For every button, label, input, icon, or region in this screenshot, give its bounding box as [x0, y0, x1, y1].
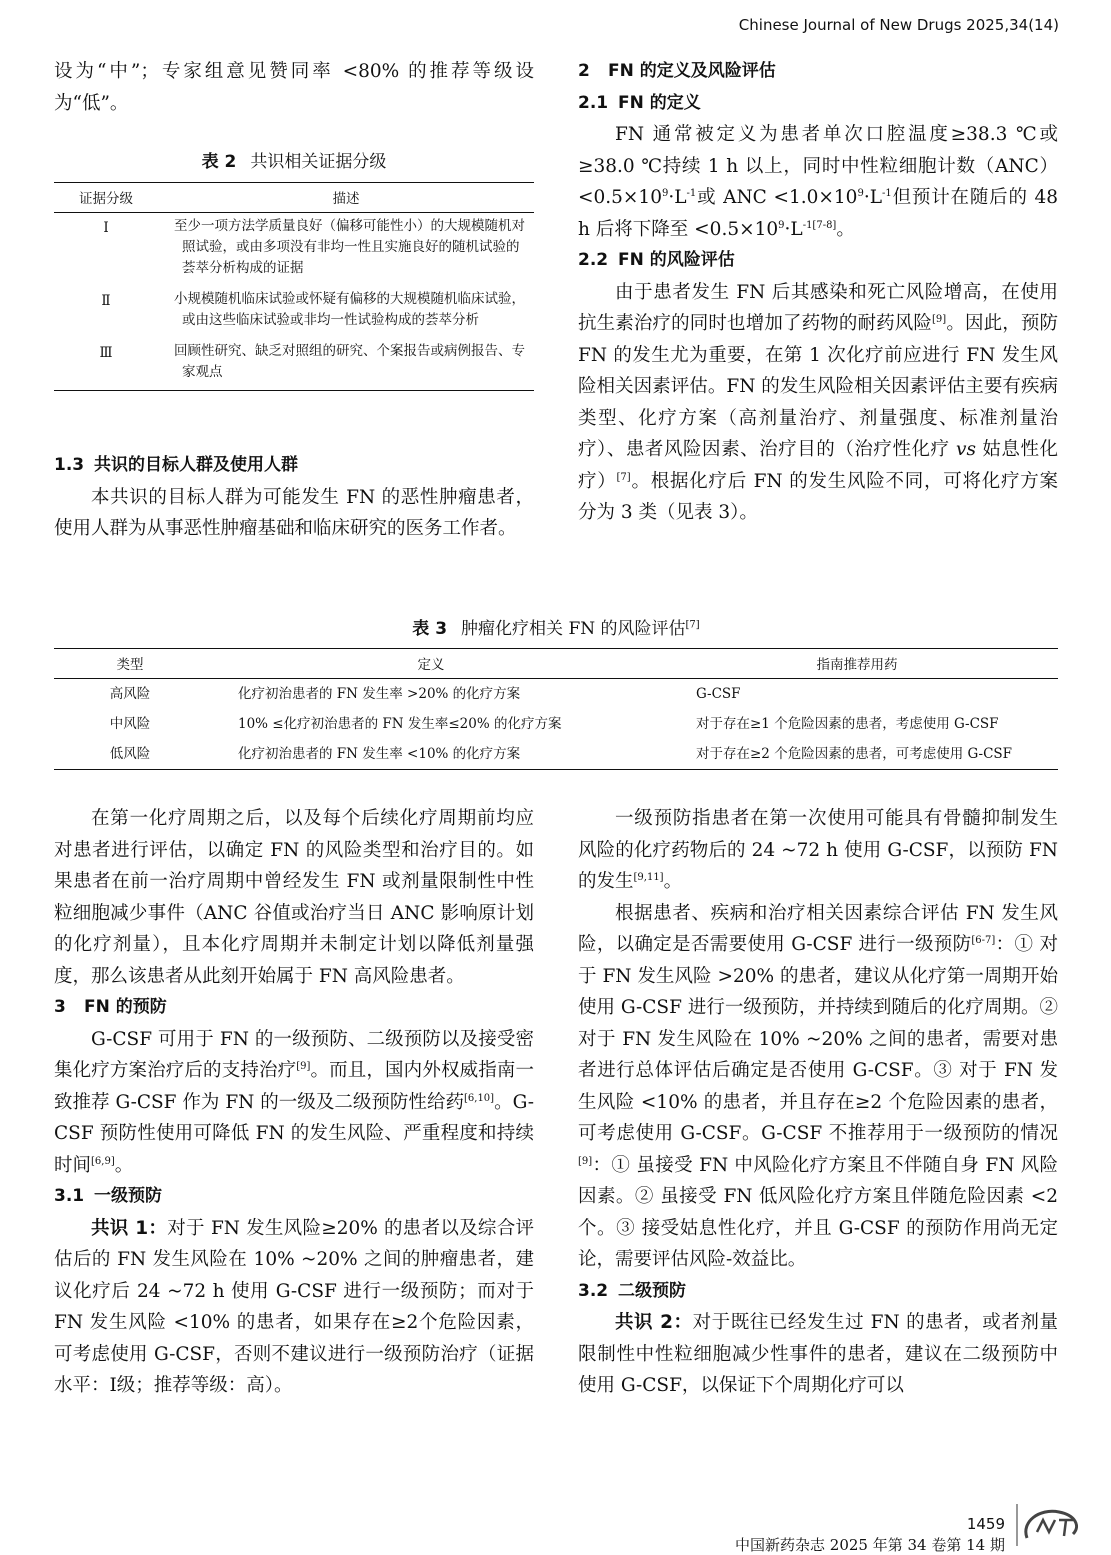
table-row — [54, 338, 534, 391]
grade-cell: Ⅲ — [54, 338, 158, 391]
left-column-bottom — [54, 803, 534, 1402]
definition-cell: 10% ≤化疗初治患者的 FN 发生率≤20% 的化疗方案 — [238, 716, 562, 732]
column-header: 描述 — [158, 183, 534, 213]
paragraph: 由于患者发生 FN 后其感染和死亡风险增高，在使用抗生素治疗的同时也增加了药物的耐药风险[9]。因此，预防 FN 的发生尤为重要，在第 1 次化疗前应进行 FN 发生风险相关因素评估。FN 的发生风险相关因素评估主要有疾病类型、化疗方案（高剂量治疗、剂量强度、标准剂量治疗）、患者风险因素、治疗目的（治疗性化疗 vs 姑息性化疗）[7]。根据化疗后 FN 的发生风险不同，可将化疗方案分为 3 类（见表 3）。 — [578, 281, 1058, 523]
paragraph: G-CSF 可用于 FN 的一级预防、二级预防以及接受密集化疗方案治疗后的支持治疗[9]。而且，国内外权威指南一致推荐 G-CSF 作为 FN 的一级及二级预防性给药[6,10]。G-CSF 预防性使用可降低 FN 的发生风险、严重程度和持续时间[6,9]。 — [54, 1028, 534, 1176]
right-column-bottom — [578, 803, 1058, 1402]
definition-cell: 化疗初治患者的 FN 发生率 >20% 的化疗方案 — [238, 686, 521, 702]
table-row — [54, 679, 1058, 710]
table3-caption-text: 肿瘤化疗相关 FN 的风险评估 — [461, 619, 686, 639]
table-row — [54, 739, 1058, 770]
footer-journal-name: 中国新药杂志 2025 年第 34 卷第 14 期 — [735, 1536, 1005, 1554]
table-row — [54, 286, 534, 338]
recommendation-cell: G-CSF — [696, 686, 741, 702]
table-row — [54, 213, 534, 287]
consensus-paragraph: 共识 2：对于既往已经发生过 FN 的患者，或者剂量限制性中性粒细胞减少性事件的患者，建议在二级预防中使用 G-CSF，以保证下个周期化疗可以 — [578, 1312, 1058, 1396]
paragraph: 根据患者、疾病和治疗相关因素综合评估 FN 发生风险，以确定是否需要使用 G-CSF 进行一级预防[6-7]：① 对于 FN 发生风险 >20% 的患者，建议从化疗第一周期开始使用 G-CSF 进行一级预防，并持续到随后的化疗周期。② 对于 FN 发生风险在 10% ~20% 之间的患者，需要对患者进行总体评估后确定是否使用 G-CSF。③ 对于 FN 发生风险 <10% 的患者，并且存在≥2 个危险因素的患者，可考虑使用 G-CSF。G-CSF 不推荐用于一级预防的情况[9]：① 虽接受 FN 中风险化疗方案且不伴随自身 FN 风险因素。② 虽接受 FN 低风险化疗方案且伴随危险因素 <2 个。③ 接受姑息性化疗，并且 G-CSF 的预防作用尚无定论，需要评估风险-效益比。 — [578, 902, 1058, 1270]
consensus-paragraph: 共识 1：对于 FN 发生风险≥20% 的患者以及综合评估后的 FN 发生风险在 10% ~20% 之间的肿瘤患者，建议化疗后 24 ~72 h 使用 G-CSF 进行一级预防；而对于 FN 发生风险 <10% 的患者，如果存在≥2个危险因素，可考虑使用 G-CSF，否则不建议进行一级预防治疗（证据水平：Ⅰ级；推荐等级：高）。 — [54, 1217, 534, 1396]
journal-header: Chinese Journal of New Drugs 2025,34(14) — [738, 16, 1059, 34]
table-header-row — [54, 183, 534, 213]
page-number: 1459 — [966, 1515, 1005, 1533]
section-heading: 1.3 共识的目标人群及使用人群 — [54, 455, 298, 475]
evidence-grade-table — [54, 182, 534, 391]
table3-caption: 表 3 肿瘤化疗相关 FN 的风险评估[7] — [412, 619, 700, 639]
description-cell: 至少一项方法学质量良好（偏移可能性小）的大规模随机对照试验，或由多项没有非均一性且实施良好的随机试验的荟萃分析构成的证据 — [174, 218, 525, 276]
table2-caption-number: 表 2 — [201, 152, 237, 172]
section-heading: 2 FN 的定义及风险评估 — [578, 61, 776, 81]
paragraph: 本共识的目标人群为可能发生 FN 的恶性肿瘤患者，使用人群为从事恶性肿瘤基础和临床研究的医务工作者。 — [54, 486, 534, 539]
section-heading: 3.1 一级预防 — [54, 1186, 162, 1206]
risk-type-cell: 中风险 — [109, 716, 151, 732]
description-cell: 小规模随机临床试验或怀疑有偏移的大规模随机临床试验，或由这些临床试验或非均一性试验构成的荟萃分析 — [174, 291, 525, 328]
paragraph: 设为“中”；专家组意见赞同率 <80% 的推荐等级设为“低”。 — [54, 61, 534, 114]
table2-caption-text: 共识相关证据分级 — [250, 152, 387, 172]
table2-caption — [54, 147, 534, 179]
right-column-top — [578, 56, 1058, 529]
section-1-3 — [54, 450, 534, 545]
recommendation-cell: 对于存在≥2 个危险因素的患者，可考虑使用 G-CSF — [656, 739, 1058, 770]
table-row — [54, 709, 1058, 739]
paragraph: 在第一化疗周期之后，以及每个后续化疗周期前均应对患者进行评估，以确定 FN 的风险类型和治疗目的。如果患者在前一治疗周期中曾经发生 FN 或剂量限制性中性粒细胞减少事件（ANC 谷值或治疗当日 ANC 影响原计划的化疗剂量），且本化疗周期并未制定计划以降低剂量强度，那么该患者从此刻开始属于 FN 高风险患者。 — [54, 808, 534, 987]
left-column-top — [54, 56, 534, 179]
table-header-row — [54, 649, 1058, 679]
section-heading: 3 FN 的预防 — [54, 997, 167, 1017]
column-header: 定义 — [206, 649, 656, 679]
column-header: 证据分级 — [54, 183, 158, 213]
description-cell: 回顾性研究、缺乏对照组的研究、个案报告或病例报告、专家观点 — [158, 338, 534, 391]
risk-type-cell: 低风险 — [54, 739, 206, 770]
paragraph: FN 通常被定义为患者单次口腔温度≥38.3 ℃或≥38.0 ℃持续 1 h 以上，同时中性粒细胞计数$(ANC)<0.5\times 10^9\cdot L^{-1}$或 ANC $<1.0\times 10^9\cdot L^{-1}$但预计在随后的 48 h 后将下降至 $<0.5\times 10^9\cdot L^{-1[7-8]}$。 — [578, 124, 1058, 240]
table3-caption-number: 表 3 — [412, 619, 448, 639]
section-heading: 2.1 FN 的定义 — [578, 92, 701, 113]
paragraph: 一级预防指患者在第一次使用可能具有骨髓抑制发生风险的化疗药物后的 24 ~72 h 使用 G-CSF，以预防 FN 的发生[9,11]。 — [578, 808, 1058, 892]
definition-cell: 化疗初治患者的 FN 发生率 <10% 的化疗方案 — [206, 739, 656, 770]
recommendation-cell: 对于存在≥1 个危险因素的患者，考虑使用 G-CSF — [696, 716, 999, 732]
column-header: 指南推荐用药 — [656, 649, 1058, 679]
grade-cell: Ⅱ — [101, 293, 111, 309]
risk-type-cell: 高风险 — [109, 686, 151, 702]
section-heading: 2.2 FN 的风险评估 — [578, 250, 735, 270]
consensus-label: 共识 1： — [91, 1217, 168, 1239]
section-heading: 3.2 二级预防 — [578, 1280, 686, 1301]
fn-risk-table — [54, 648, 1058, 770]
grade-cell: Ⅰ — [103, 220, 109, 236]
column-header: 类型 — [54, 649, 206, 679]
journal-logo-icon — [1015, 1502, 1085, 1548]
consensus-label: 共识 2： — [615, 1312, 693, 1333]
